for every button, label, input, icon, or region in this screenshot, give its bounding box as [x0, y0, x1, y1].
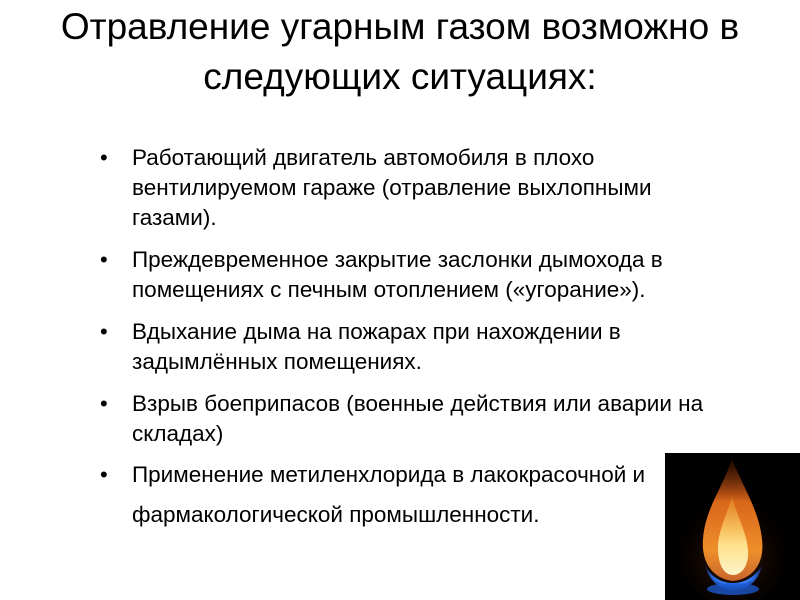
list-item [98, 143, 738, 233]
bullet-text: Вдыхание дыма на пожарах при нахождении в задымлённых помещениях. [132, 319, 621, 374]
bullet-marker: • [100, 462, 108, 487]
bullet-marker: • [100, 319, 108, 344]
flame-icon [665, 453, 800, 600]
bullet-text: Преждевременное закрытие заслонки дымохода в помещениях с печным отоплением («угорание»). [132, 247, 663, 302]
gas-flame-photo [665, 453, 800, 600]
bullet-marker: • [100, 391, 108, 416]
bullet-list [98, 143, 738, 547]
bullet-text: Взрыв боеприпасов (военные действия или аварии на складах) [132, 391, 704, 446]
list-item [98, 389, 738, 449]
list-item [98, 245, 738, 305]
bullet-text: Работающий двигатель автомобиля в плохо вентилируемом гараже (отравление выхлопными газами). [132, 145, 652, 230]
list-item [98, 317, 738, 377]
bullet-text: Применение метиленхлорида в лакокрасочной и фармакологической промышленности. [132, 462, 646, 527]
list-item [98, 455, 738, 535]
slide-title: Отравление угарным газом возможно в следующих ситуациях: [60, 6, 740, 97]
bullet-marker: • [100, 247, 108, 272]
bullet-marker: • [100, 145, 108, 170]
